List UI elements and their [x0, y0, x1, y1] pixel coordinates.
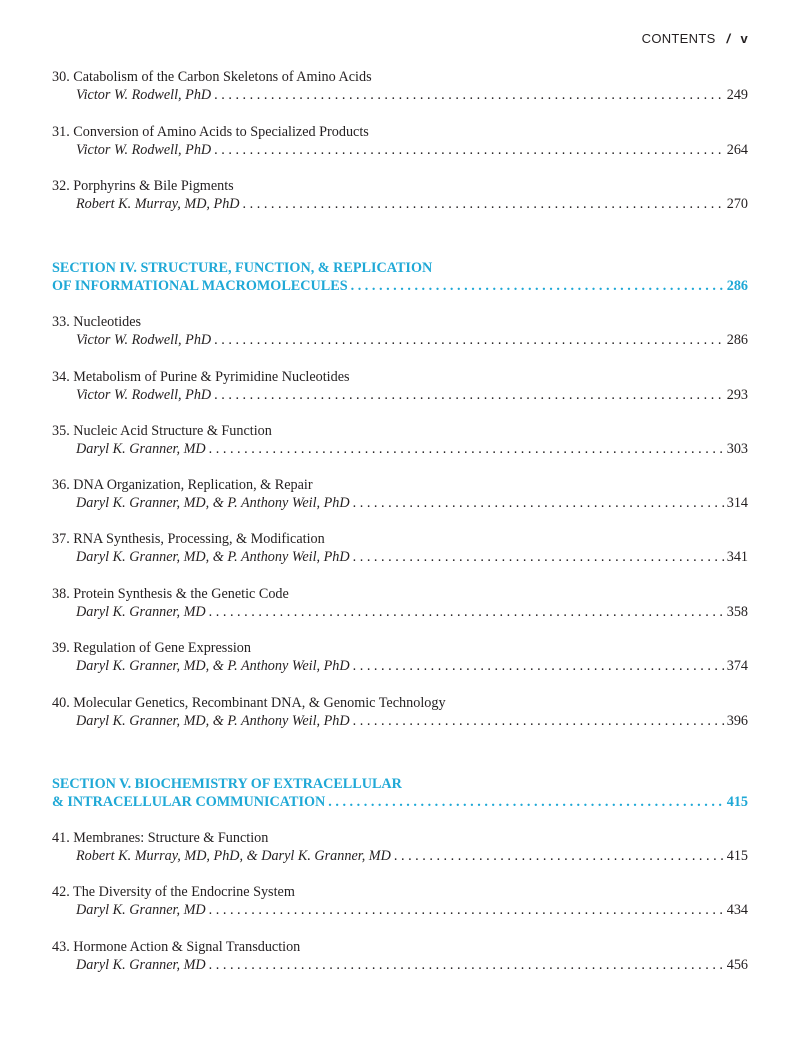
toc-entry-chapter-31[interactable] — [52, 123, 748, 159]
chapter-author: Robert K. Murray, MD, PhD, & Daryl K. Granner, MD — [76, 848, 391, 864]
chapter-title: 36. DNA Organization, Replication, & Repair — [52, 477, 313, 493]
toc-entry-chapter-37[interactable] — [52, 530, 748, 566]
toc-entry-chapter-32[interactable] — [52, 177, 748, 213]
toc-entry-chapter-41[interactable] — [52, 829, 748, 865]
section-page-number: 286 — [726, 278, 748, 294]
dot-leader — [394, 847, 725, 865]
dot-leader — [214, 386, 725, 404]
chapter-title: 31. Conversion of Amino Acids to Specialized Products — [52, 124, 369, 140]
chapter-author: Daryl K. Granner, MD, & P. Anthony Weil, PhD — [76, 549, 350, 565]
chapter-title: 38. Protein Synthesis & the Genetic Code — [52, 586, 289, 602]
chapter-title: 30. Catabolism of the Carbon Skeletons of Amino Acids — [52, 69, 372, 85]
chapter-title: 37. RNA Synthesis, Processing, & Modification — [52, 531, 325, 547]
chapter-title: 32. Porphyrins & Bile Pigments — [52, 178, 234, 194]
toc-entry-chapter-34[interactable] — [52, 368, 748, 404]
chapter-author: Daryl K. Granner, MD — [76, 604, 206, 620]
chapter-page-number: 264 — [726, 142, 748, 158]
chapter-author: Daryl K. Granner, MD, & P. Anthony Weil, PhD — [76, 658, 350, 674]
dot-leader — [353, 548, 725, 566]
chapter-author: Robert K. Murray, MD, PhD — [76, 196, 240, 212]
toc-entry-chapter-35[interactable] — [52, 422, 748, 458]
section-title-line-1: SECTION IV. STRUCTURE, FUNCTION, & REPLICATION — [52, 260, 433, 276]
chapter-page-number: 341 — [726, 549, 748, 565]
dot-leader — [353, 494, 725, 512]
toc-entry-chapter-30[interactable] — [52, 68, 748, 104]
chapter-author: Daryl K. Granner, MD, & P. Anthony Weil, PhD — [76, 495, 350, 511]
chapter-page-number: 456 — [726, 957, 748, 973]
chapter-title: 43. Hormone Action & Signal Transduction — [52, 939, 301, 955]
dot-leader — [214, 141, 725, 159]
chapter-title: 35. Nucleic Acid Structure & Function — [52, 423, 272, 439]
chapter-author: Victor W. Rodwell, PhD — [76, 142, 212, 158]
chapter-author: Daryl K. Granner, MD — [76, 902, 206, 918]
chapter-page-number: 434 — [726, 902, 748, 918]
toc-entry-chapter-33[interactable] — [52, 313, 748, 349]
section-title-line-1: SECTION V. BIOCHEMISTRY OF EXTRACELLULAR — [52, 776, 402, 792]
chapter-page-number: 303 — [726, 441, 748, 457]
dot-leader — [353, 712, 725, 730]
dot-leader — [209, 440, 725, 458]
toc-entry-chapter-36[interactable] — [52, 476, 748, 512]
section-page-number: 415 — [726, 794, 748, 810]
chapter-author: Daryl K. Granner, MD — [76, 957, 206, 973]
chapter-page-number: 374 — [726, 658, 748, 674]
running-head — [642, 31, 748, 46]
dot-leader — [351, 277, 725, 295]
chapter-title: 42. The Diversity of the Endocrine System — [52, 884, 295, 900]
chapter-title: 33. Nucleotides — [52, 314, 142, 330]
dot-leader — [214, 331, 725, 349]
chapter-page-number: 286 — [726, 332, 748, 348]
chapter-page-number: 358 — [726, 604, 748, 620]
chapter-page-number: 314 — [726, 495, 748, 511]
toc-entry-chapter-40[interactable] — [52, 694, 748, 730]
running-head-label: CONTENTS — [641, 31, 716, 46]
running-head-separator: / — [726, 31, 731, 46]
chapter-page-number: 249 — [726, 87, 748, 103]
chapter-author: Victor W. Rodwell, PhD — [76, 87, 212, 103]
toc-entry-chapter-42[interactable] — [52, 883, 748, 919]
dot-leader — [328, 793, 724, 811]
chapter-title: 40. Molecular Genetics, Recombinant DNA, & Genomic Technology — [52, 695, 446, 711]
chapter-page-number: 293 — [726, 387, 748, 403]
chapter-author: Daryl K. Granner, MD, & P. Anthony Weil, PhD — [76, 713, 350, 729]
dot-leader — [214, 86, 725, 104]
dot-leader — [353, 657, 725, 675]
chapter-title: 39. Regulation of Gene Expression — [52, 640, 251, 656]
toc-entry-chapter-43[interactable] — [52, 938, 748, 974]
section-title-line-2: OF INFORMATIONAL MACROMOLECULES — [52, 278, 348, 294]
dot-leader — [209, 956, 725, 974]
chapter-title: 34. Metabolism of Purine & Pyrimidine Nucleotides — [52, 369, 350, 385]
chapter-author: Victor W. Rodwell, PhD — [76, 332, 212, 348]
dot-leader — [243, 195, 725, 213]
toc-section-v[interactable] — [52, 775, 748, 811]
chapter-page-number: 396 — [726, 713, 748, 729]
chapter-author: Victor W. Rodwell, PhD — [76, 387, 212, 403]
running-head-page-number: v — [740, 31, 748, 46]
dot-leader — [209, 901, 725, 919]
section-title-line-2: & INTRACELLULAR COMMUNICATION — [52, 794, 326, 810]
chapter-page-number: 415 — [726, 848, 748, 864]
chapter-page-number: 270 — [726, 196, 748, 212]
chapter-title: 41. Membranes: Structure & Function — [52, 830, 269, 846]
toc-entry-chapter-38[interactable] — [52, 585, 748, 621]
toc-section-iv[interactable] — [52, 259, 748, 295]
dot-leader — [209, 603, 725, 621]
chapter-author: Daryl K. Granner, MD — [76, 441, 206, 457]
toc-entry-chapter-39[interactable] — [52, 639, 748, 675]
